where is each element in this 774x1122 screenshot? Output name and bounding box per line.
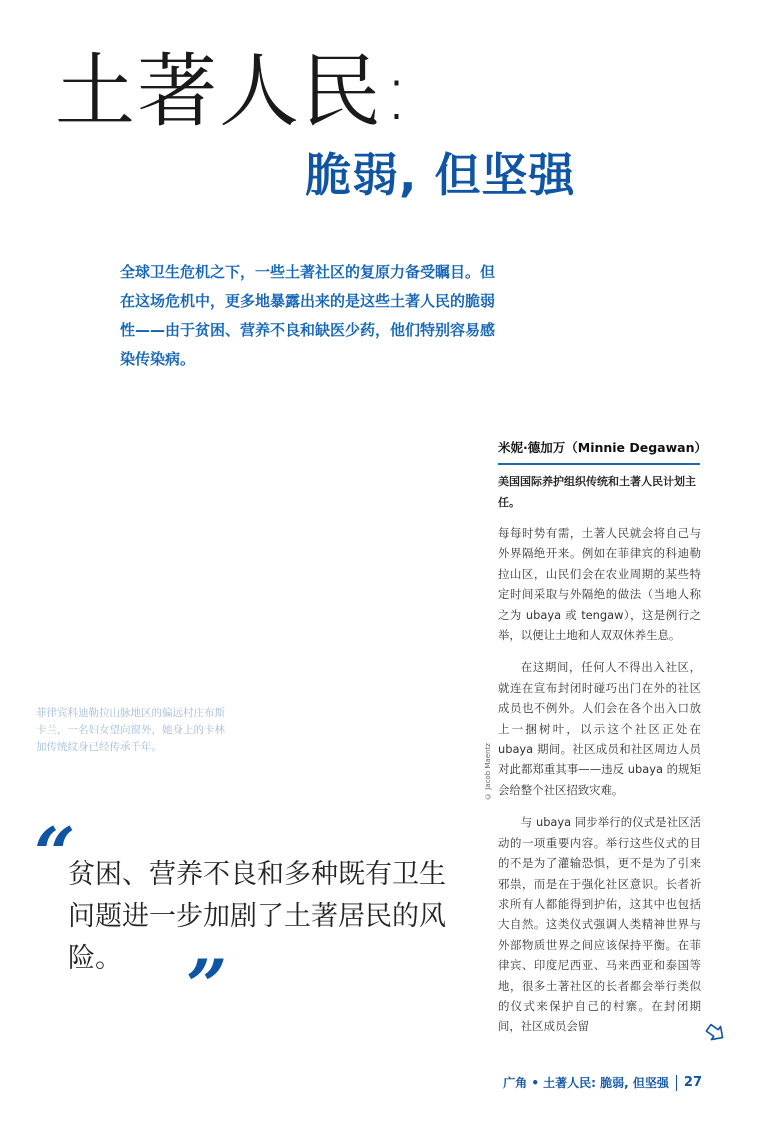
pull-quote: 贫困、营养不良和多种既有卫生问题进一步加剧了土著居民的风险。 [68,859,446,974]
photo-credit: © Jacob Maentz [484,743,492,800]
page-footer [503,1074,702,1091]
continue-arrow-icon [705,1022,727,1044]
body-paragraph-3: 与 ubaya 同步举行的仪式是社区活动的一项重要内容。举行这些仪式的目的不是为了灌输恐惧，更不是为了引来邪祟，而是在于强化社区意识。长者祈求所有人都能得到护佑，这其中也包括大自然。这类仪式强调人类精神世界与外部物质世界之间应该保持平衡。在菲律宾、印度尼西亚、马来西亚和泰国等地，很多土著社区的长者都会举行类似的仪式来保护自己的村寨。在封闭期间，社区成员会留 [498,815,701,1034]
open-quote-mark: “ [34,811,76,896]
footer-divider [676,1075,677,1091]
close-quote-mark: ” [186,943,228,1028]
author-role: 美国国际养护组织传统和土著人民计划主任。 [498,475,696,509]
photo-caption: 菲律宾科迪勒拉山脉地区的偏远村庄布斯卡兰，一名妇女望向窗外，她身上的卡林加传统纹身已经传承千年。 [36,707,225,753]
footer-section: 广角 • 土著人民: 脆弱, 但坚强 [503,1076,669,1090]
article-body [498,523,701,1049]
page-subtitle: 脆弱, 但坚强 [305,148,576,202]
intro-paragraph: 全球卫生危机之下，一些土著社区的复原力备受瞩目。但在这场危机中，更多地暴露出来的是这些土著人民的脆弱性——由于贫困、营养不良和缺医少药，他们特别容易感染传染病。 [120,263,496,368]
author-block [498,438,708,513]
body-paragraph-2: 在这期间，任何人不得出入社区，就连在宣布封闭时碰巧出门在外的社区成员也不例外。人们会在各个出入口放上一捆树叶，以示这个社区正处在 ubaya 期间。社区成员和社区周边人员对此都郑重其事——违反 ubaya 的规矩会给整个社区招致灾难。 [498,660,701,797]
page-title: 土著人民: [55,45,412,138]
page-number: 27 [683,1075,702,1090]
author-name: 米妮·德加万（Minnie Degawan） [498,438,700,465]
body-paragraph-1: 每每时势有需，土著人民就会将自己与外界隔绝开来。例如在菲律宾的科迪勒拉山区，山民们会在农业周期的某些特定时间采取与外隔绝的做法（当地人称之为 ubaya 或 tengaw），这是例行之举，以便让土地和人双双休养生息。 [498,526,701,643]
